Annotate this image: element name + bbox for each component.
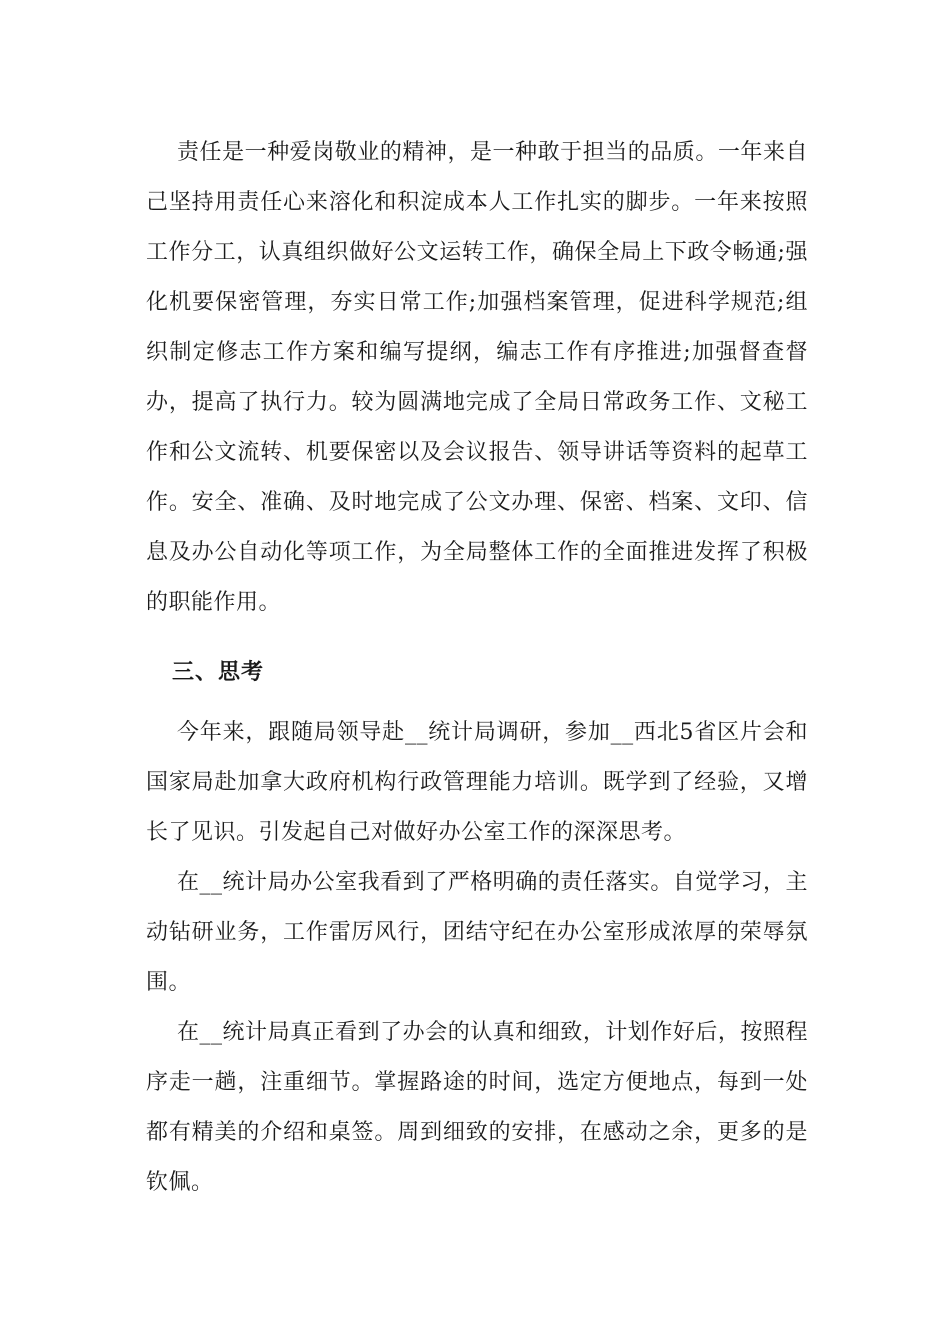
paragraph-office-responsibility: 在__统计局办公室我看到了严格明确的责任落实。自觉学习，主动钻研业务，工作雷厉风行，团结守纪在办公室形成浓厚的荣辱氛围。 [146, 870, 808, 995]
paragraph-research-trip: 今年来，跟随局领导赴__统计局调研，参加__西北5省区片会和国家局赴加拿大政府机构行政管理能力培训。既学到了经验，又增长了见识。引发起自己对做好办公室工作的深深思考。 [146, 720, 808, 845]
paragraph-responsibility: 责任是一种爱岗敬业的精神，是一种敢于担当的品质。一年来自己坚持用责任心来溶化和积淀成本人工作扎实的脚步。一年来按照工作分工，认真组织做好公文运转工作，确保全局上下政令畅通;强化机要保密管理，夯实日常工作;加强档案管理，促进科学规范;组织制定修志工作方案和编写提纲，编志工作有序推进;加强督查督办，提高了执行力。较为圆满地完成了全局日常政务工作、文秘工作和公文流转、机要保密以及会议报告、领导讲话等资料的起草工作。安全、准确、及时地完成了公文办理、保密、档案、文印、信息及办公自动化等项工作，为全局整体工作的全面推进发挥了积极的职能作用。 [146, 140, 808, 615]
section-heading-thinking: 三、思考 [172, 660, 265, 685]
paragraph-meeting-details: 在__统计局真正看到了办会的认真和细致，计划作好后，按照程序走一趟，注重细节。掌握路途的时间，选定方便地点，每到一处都有精美的介绍和桌签。周到细致的安排，在感动之余，更多的是钦佩。 [146, 1020, 808, 1195]
document-page [146, 128, 808, 1208]
